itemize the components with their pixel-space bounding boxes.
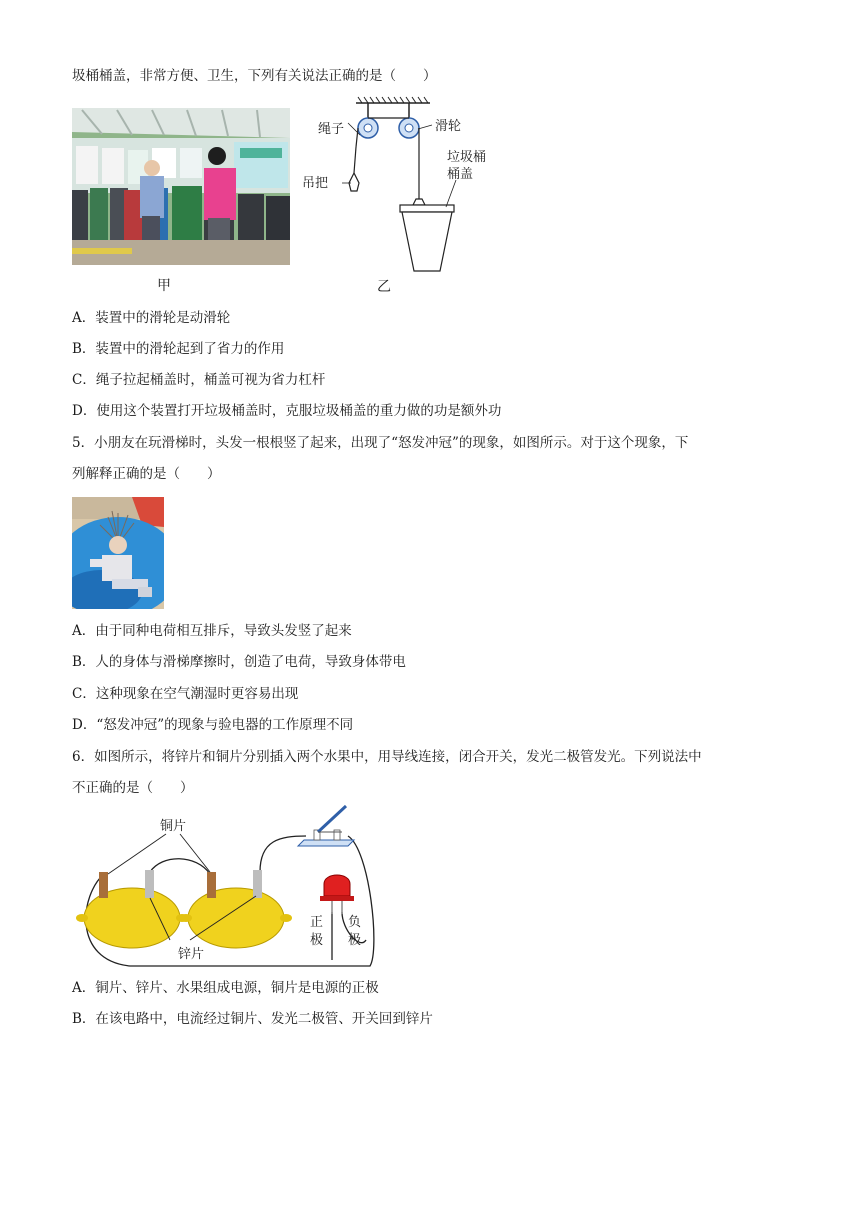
q5-option-c: C．这种现象在空气潮湿时更容易出现 (72, 686, 299, 702)
child-slide-photo (72, 497, 164, 609)
label-lid-line2: 桶盖 (447, 167, 474, 182)
label-lid-line1: 垃圾桶 (447, 150, 487, 165)
label-pulley: 滑轮 (435, 119, 462, 134)
q4-option-a: A．装置中的滑轮是动滑轮 (72, 310, 231, 326)
label-rope: 绳子 (318, 122, 345, 137)
label-positive-2: 极 (310, 933, 324, 948)
q6-stem-line1: 6．如图所示，将锌片和铜片分别插入两个水果中，用导线连接，闭合开关，发光二极管发光。下列说法中 (72, 749, 702, 765)
q5-option-a: A．由于同种电荷相互排斥，导致头发竖了起来 (72, 623, 352, 639)
q5-stem-line1: 5．小朋友在玩滑梯时，头发一根根竖了起来，出现了“怒发冲冠”的现象，如图所示。对于这个现象，下 (72, 435, 689, 451)
pulley-diagram (298, 95, 508, 280)
label-handle: 吊把 (302, 176, 329, 191)
q6-option-a: A．铜片、锌片、水果组成电源，铜片是电源的正极 (72, 980, 379, 996)
label-zinc: 锌片 (178, 947, 205, 962)
label-negative-1: 负 (348, 915, 362, 930)
q5-option-b: B．人的身体与滑梯摩擦时，创造了电荷，导致身体带电 (72, 654, 406, 670)
label-negative-2: 极 (348, 933, 362, 948)
q4-option-d: D．使用这个装置打开垃圾桶盖时，克服垃圾桶盖的重力做的功是额外功 (72, 403, 502, 419)
label-copper: 铜片 (160, 819, 187, 834)
q4-option-c: C．绳子拉起桶盖时，桶盖可视为省力杠杆 (72, 372, 326, 388)
figure-yi-caption: 乙 (377, 279, 391, 295)
fruit-battery-circuit (70, 800, 390, 972)
figure-jia-caption: 甲 (157, 278, 171, 294)
q5-option-d: D．“怒发冲冠”的现象与验电器的工作原理不同 (72, 717, 354, 733)
label-positive-1: 正 (310, 915, 324, 930)
q4-option-b: B．装置中的滑轮起到了省力的作用 (72, 341, 285, 357)
trash-bin-photo (72, 108, 290, 265)
q6-stem-line2: 不正确的是（ ） (72, 780, 194, 796)
q6-option-b: B．在该电路中，电流经过铜片、发光二极管、开关回到锌片 (72, 1011, 433, 1027)
q5-stem-line2: 列解释正确的是（ ） (72, 466, 221, 482)
q4-stem-tail: 圾桶桶盖，非常方便、卫生，下列有关说法正确的是（ ） (72, 68, 437, 84)
